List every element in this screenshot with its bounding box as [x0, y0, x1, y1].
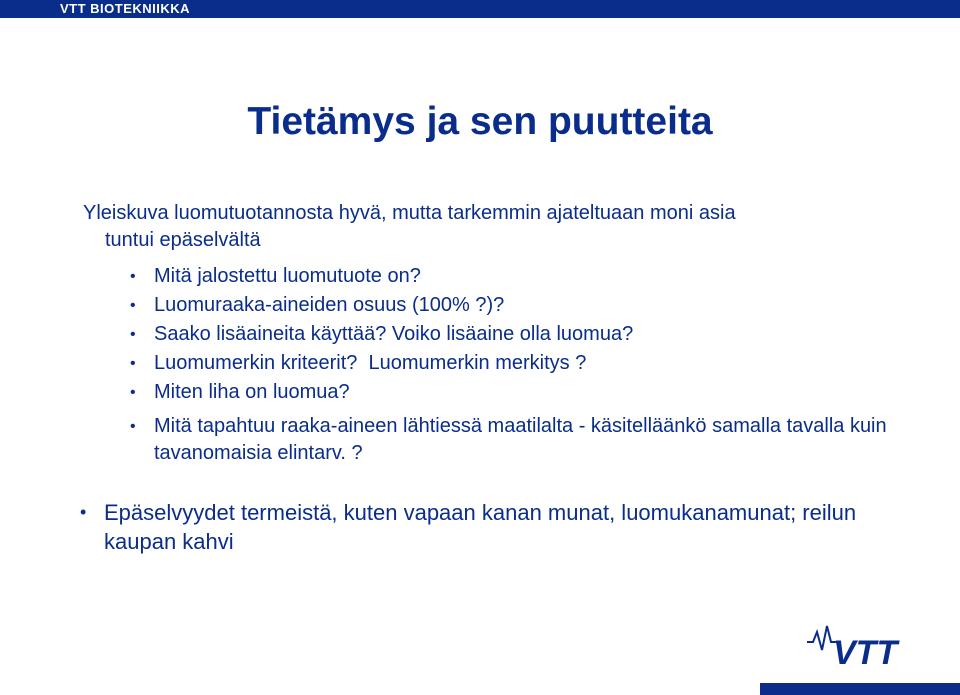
bullet-icon: • — [130, 355, 136, 372]
intro-text — [83, 200, 883, 254]
vtt-logo — [805, 620, 920, 670]
main-bullet-list — [80, 498, 900, 556]
header-label: VTT BIOTEKNIIKKA — [60, 1, 191, 16]
logo-text: VTT — [833, 634, 898, 670]
sub-bullet-list — [130, 262, 890, 467]
bullet-icon: • — [130, 297, 136, 314]
bullet-icon: • — [130, 268, 136, 285]
page-title: Tietämys ja sen puutteita — [247, 100, 713, 143]
intro-line-2: tuntui epäselvältä — [105, 229, 261, 251]
intro-line-1: Yleiskuva luomutuotannosta hyvä, mutta tarkemmin ajateltuaan moni asia — [83, 202, 736, 224]
list-item: • Luomuraaka-aineiden osuus (100% ?)? — [130, 291, 890, 320]
list-item: • Miten liha on luomua? — [130, 378, 890, 407]
bullet-icon: • — [80, 502, 87, 522]
bullet-icon: • — [130, 418, 136, 435]
list-item: • Epäselvyydet termeistä, kuten vapaan kanan munat, luomukanamunat; reilun kaupan kahvi — [80, 500, 857, 554]
footer-strip — [760, 683, 960, 695]
list-item: • Mitä tapahtuu raaka-aineen lähtiessä maatilalta - käsitelläänkö samalla tavalla kuin tavanomaisia elintarv. ? — [130, 415, 887, 464]
list-item: • Luomumerkin kriteerit? Luomumerkin merkitys ? — [130, 349, 890, 378]
list-item: • Mitä jalostettu luomutuote on? — [130, 262, 890, 291]
vtt-logo-icon — [805, 620, 920, 670]
bullet-icon: • — [130, 326, 136, 343]
bullet-icon: • — [130, 384, 136, 401]
list-item: • Saako lisäaineita käyttää? Voiko lisäaine olla luomua? — [130, 320, 890, 349]
header-bar — [0, 0, 960, 18]
